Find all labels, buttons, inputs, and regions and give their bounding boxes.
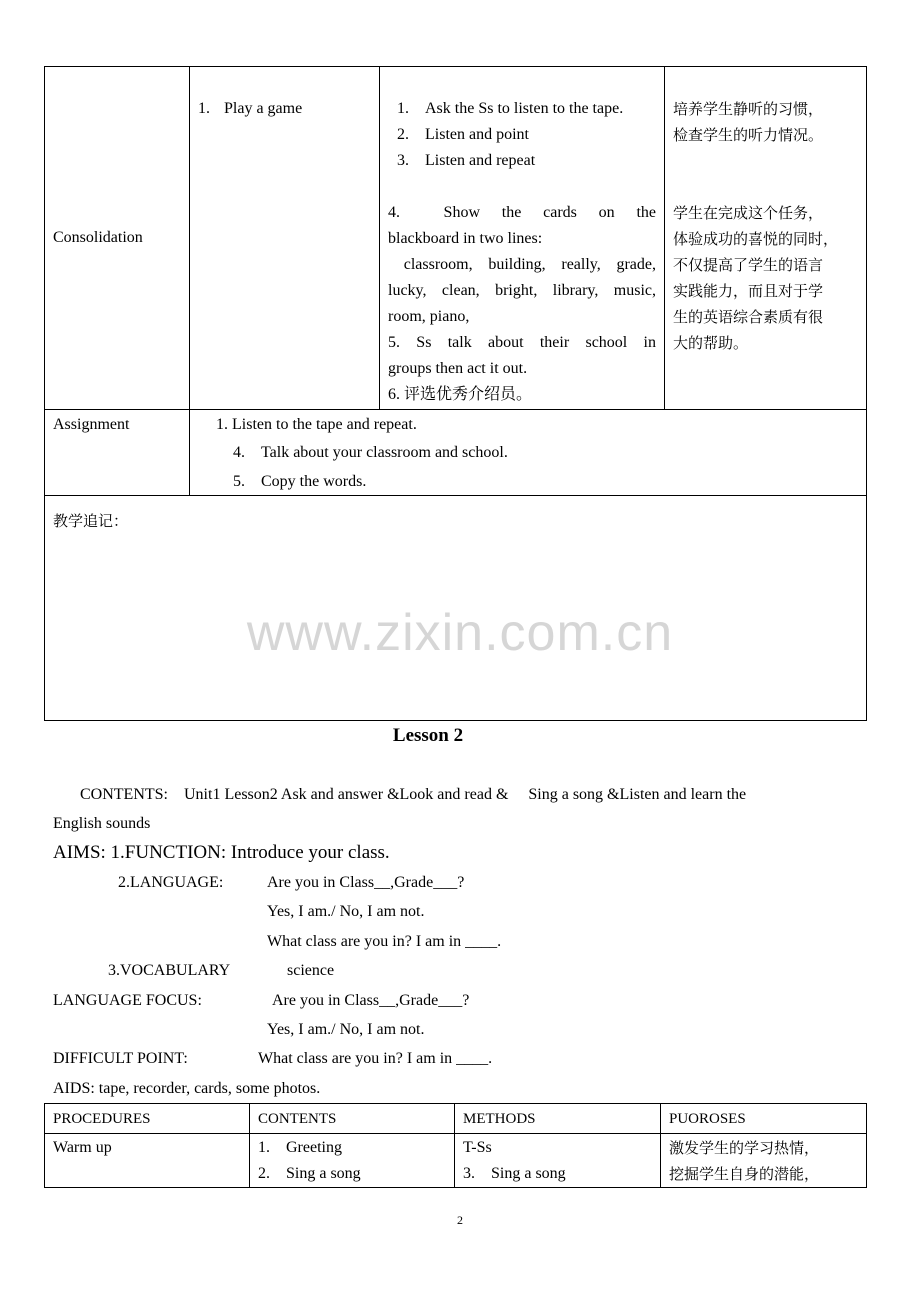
method-5-line: 5. Ss talk about their school in bbox=[388, 334, 656, 351]
procedure-cell: Warm up bbox=[45, 1134, 250, 1188]
words-line: classroom, building, really, grade, bbox=[388, 256, 656, 273]
purpose-line: 大的帮助。 bbox=[673, 334, 749, 352]
warmup-row bbox=[45, 1134, 867, 1188]
method-4-cont: blackboard in two lines: bbox=[388, 230, 543, 247]
method-item: 3. Sing a song bbox=[463, 1165, 566, 1182]
aims-language-line: Yes, I am./ No, I am not. bbox=[267, 903, 425, 920]
purpose-line: 不仅提高了学生的语言 bbox=[673, 256, 824, 274]
method-4-line: 4. Show the cards on the bbox=[388, 204, 656, 221]
contents-line: CONTENTS: Unit1 Lesson2 Ask and answer &Look and read & Sing a song &Listen and learn the bbox=[80, 786, 747, 803]
difficult-value: What class are you in? I am in ____. bbox=[258, 1050, 493, 1067]
content-item: 1. Greeting bbox=[258, 1139, 342, 1156]
aims-language-line: Are you in Class__,Grade___? bbox=[267, 874, 465, 891]
aims-language-label: 2.LANGUAGE: bbox=[118, 874, 224, 891]
header-methods: METHODS bbox=[455, 1104, 661, 1134]
header-purposes: PUOROSES bbox=[661, 1104, 867, 1134]
content-item: 2. Sing a song bbox=[258, 1165, 361, 1182]
method-item: 2. Listen and point bbox=[397, 126, 529, 143]
methods-list bbox=[388, 96, 656, 174]
assignment-item: 5. Copy the words. bbox=[233, 473, 367, 490]
words-line: room, piano, bbox=[388, 308, 470, 325]
aims-language-line: What class are you in? I am in ____. bbox=[267, 933, 502, 950]
focus-line: Yes, I am./ No, I am not. bbox=[267, 1021, 425, 1038]
stage-cell bbox=[45, 410, 190, 496]
method-6-line: 6. 评选优秀介绍员。 bbox=[388, 386, 533, 403]
methods-cell bbox=[380, 67, 665, 410]
focus-label: LANGUAGE FOCUS: bbox=[53, 992, 202, 1009]
difficult-label: DIFFICULT POINT: bbox=[53, 1050, 188, 1067]
content-cell bbox=[190, 67, 380, 410]
focus-line: Are you in Class__,Grade___? bbox=[272, 992, 470, 1009]
aims-vocab-label: 3.VOCABULARY bbox=[108, 962, 231, 979]
purpose-line: 生的英语综合素质有很 bbox=[673, 308, 824, 326]
stage-label: Consolidation bbox=[53, 229, 143, 246]
purpose-cell bbox=[661, 1134, 867, 1188]
assignment-label: Assignment bbox=[53, 416, 130, 433]
words-line: lucky, clean, bright, library, music, bbox=[388, 282, 656, 299]
purpose-line: 挖掘学生自身的潜能， bbox=[669, 1165, 820, 1183]
method-5-cont: groups then act it out. bbox=[388, 360, 528, 377]
page-number: 2 bbox=[457, 1213, 463, 1227]
assignment-item: 4. Talk about your classroom and school. bbox=[233, 444, 508, 461]
contents-cell bbox=[250, 1134, 455, 1188]
header-row bbox=[45, 1104, 867, 1134]
assignment-row bbox=[45, 410, 867, 496]
header-contents: CONTENTS bbox=[250, 1104, 455, 1134]
purpose-line: 检查学生的听力情况。 bbox=[673, 126, 824, 144]
purpose-line: 激发学生的学习热情， bbox=[669, 1139, 820, 1157]
method-item: 1. Ask the Ss to listen to the tape. bbox=[397, 100, 624, 117]
assignment-cell bbox=[190, 410, 867, 496]
contents-line: English sounds bbox=[53, 815, 151, 832]
purpose-line: 学生在完成这个任务， bbox=[673, 204, 824, 222]
methods-cell bbox=[455, 1134, 661, 1188]
method-line: T-Ss bbox=[463, 1139, 492, 1156]
watermark: www.zixin.com.cn bbox=[246, 604, 674, 662]
assignment-item: 1. Listen to the tape and repeat. bbox=[216, 416, 417, 433]
procedures-table bbox=[44, 1103, 867, 1188]
method-item: 3. Listen and repeat bbox=[397, 152, 536, 169]
aids-line: AIDS: tape, recorder, cards, some photos. bbox=[53, 1080, 321, 1097]
purpose-cell bbox=[665, 67, 867, 410]
content-item: 1. Play a game bbox=[198, 100, 303, 117]
aims-vocab-value: science bbox=[287, 962, 335, 979]
purpose-line: 体验成功的喜悦的同时， bbox=[673, 230, 839, 248]
purpose-line: 培养学生静听的习惯， bbox=[673, 100, 824, 118]
notes-label: 教学追记： bbox=[53, 512, 129, 530]
contents-list bbox=[258, 1135, 446, 1187]
purpose-line: 实践能力，而且对于学 bbox=[673, 282, 824, 300]
consolidation-row bbox=[45, 67, 867, 410]
header-procedures: PROCEDURES bbox=[45, 1104, 250, 1134]
aims-function: AIMS: 1.FUNCTION: Introduce your class. bbox=[53, 842, 390, 863]
lesson-title: Lesson 2 bbox=[392, 725, 464, 746]
stage-cell bbox=[45, 67, 190, 410]
